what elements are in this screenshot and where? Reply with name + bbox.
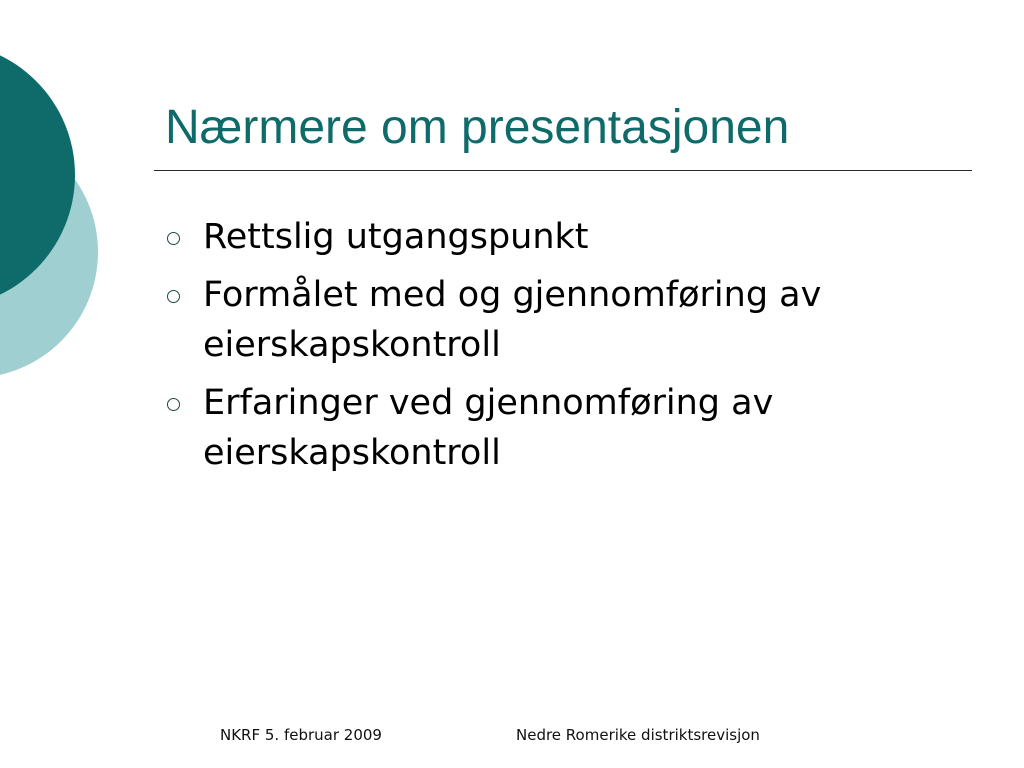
bullet-text: Rettslig utgangspunkt [203, 217, 589, 257]
bullet-text: Erfaringer ved gjennomføring av eierskapskontroll [203, 383, 774, 473]
footer-date: NKRF 5. februar 2009 [220, 726, 382, 744]
bullet-item [165, 378, 965, 478]
slide-title: Nærmere om presentasjonen [165, 101, 790, 154]
bullet-item [165, 212, 965, 262]
hollow-circle-bullet-icon [167, 398, 180, 411]
title-divider [154, 170, 972, 171]
decorative-circles [0, 0, 110, 420]
bullet-list [165, 212, 965, 486]
hollow-circle-bullet-icon [167, 232, 180, 245]
hollow-circle-bullet-icon [167, 290, 180, 303]
bullet-item [165, 270, 965, 370]
bullet-text: Formålet med og gjennomføring av eierskapskontroll [203, 275, 822, 365]
footer-organization: Nedre Romerike distriktsrevisjon [516, 726, 760, 744]
